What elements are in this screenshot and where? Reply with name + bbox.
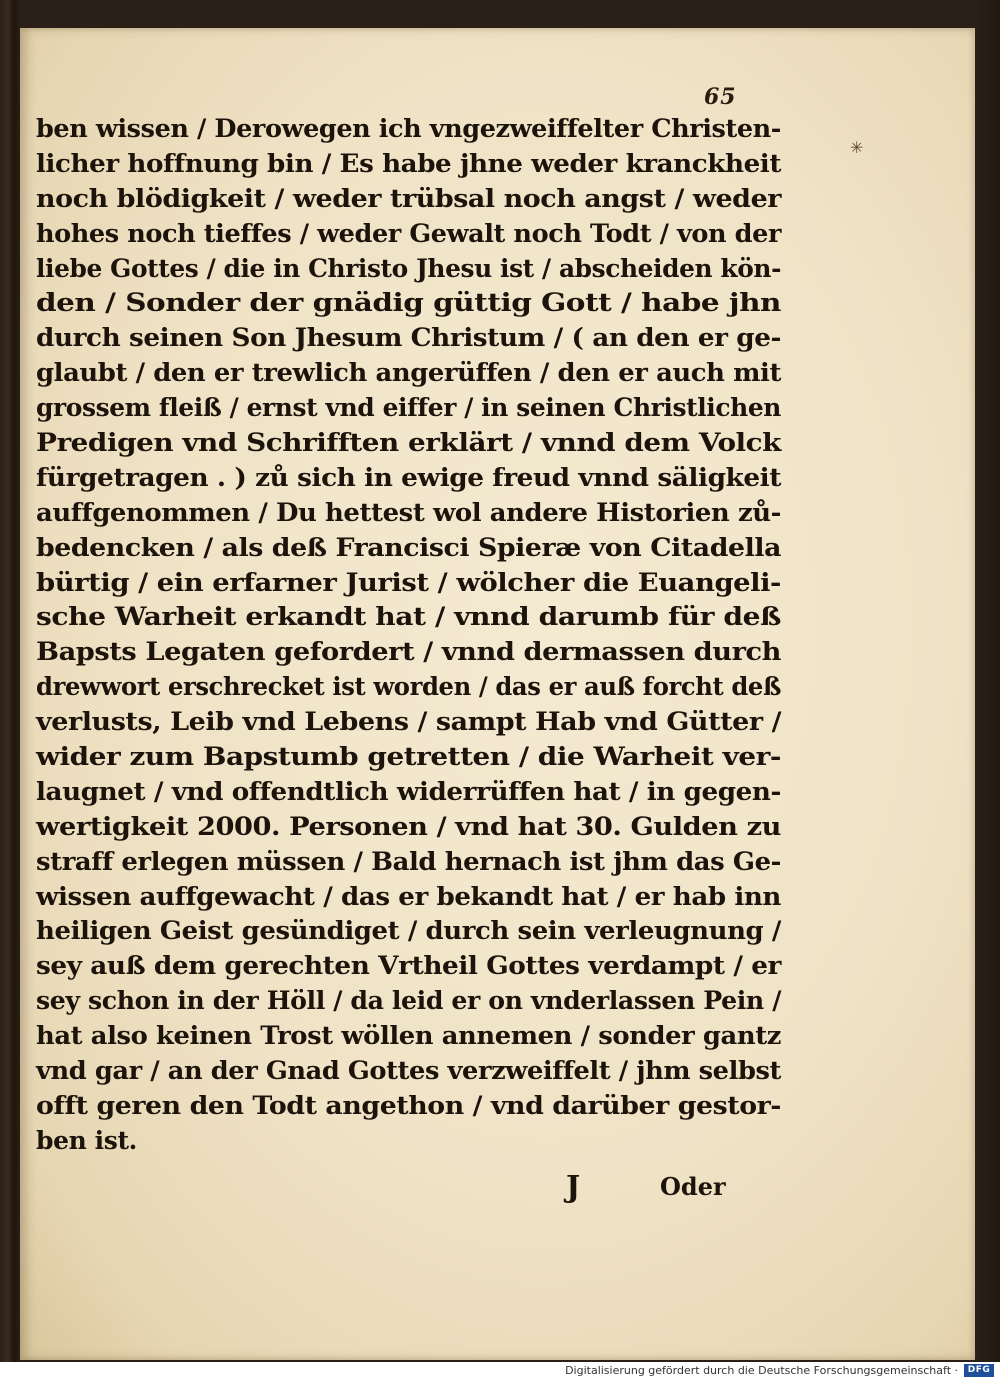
text-line: liebe Gottes / die in Christo Jhesu ist / abscheiden kön- [36, 253, 781, 283]
text-line: heiligen Geist gesündiget / durch sein verleugnung / [36, 916, 781, 946]
funding-credit: Digitalisierung gefördert durch die Deutsche Forschungsgemeinschaft · [565, 1364, 958, 1377]
text-line: grossem fleiß / ernst vnd eiffer / in seinen Christlichen [36, 393, 781, 423]
signature-mark: J [566, 1170, 581, 1205]
text-line: Predigen vnd Schrifften erklärt / vnnd dem Volck [36, 428, 781, 458]
text-line: drewwort erschrecket ist worden / das er auß forcht deß [36, 672, 781, 702]
text-line: den / Sonder der gnädig güttig Gott / habe jhn [36, 288, 781, 318]
catchword: Oder [660, 1172, 726, 1201]
text-line: straff erlegen müssen / Bald hernach ist jhm das Ge- [36, 846, 781, 876]
text-line: offt geren den Todt angethon / vnd darüber gestor- [36, 1090, 781, 1120]
text-line: fürgetragen . ) zů sich in ewige freud vnnd säligkeit [36, 462, 781, 492]
text-line: hat also keinen Trost wöllen annemen / sonder gantz [36, 1021, 781, 1051]
text-line: sche Warheit erkandt hat / vnnd darumb für deß [36, 602, 781, 632]
ornament-mark: ✳ [850, 138, 864, 157]
dfg-logo: DFG [964, 1364, 994, 1377]
body-text [36, 112, 781, 1159]
page-number: 65 [704, 84, 737, 110]
text-line: sey auß dem gerechten Vrtheil Gottes verdampt / er [36, 951, 781, 981]
text-line: sey schon in der Höll / da leid er on vnderlassen Pein / [36, 986, 781, 1016]
text-line: auffgenommen / Du hettest wol andere Historien zů- [36, 497, 781, 527]
text-line: bürtig / ein erfarner Jurist / wölcher die Euangeli- [36, 567, 781, 597]
text-line: licher hoffnung bin / Es habe jhne weder kranckheit [36, 148, 781, 178]
text-line: wertigkeit 2000. Personen / vnd hat 30. Gulden zu [36, 811, 781, 841]
text-line: durch seinen Son Jhesum Christum / ( an den er ge- [36, 323, 781, 353]
text-line: wider zum Bapstumb getretten / die Warheit ver- [36, 742, 781, 772]
text-line: laugnet / vnd offendtlich widerrüffen hat / in gegen- [36, 776, 781, 806]
text-line: ben ist. [36, 1125, 137, 1155]
text-line: bedencken / als deß Francisci Spieræ von Citadella [36, 532, 781, 562]
text-line: vnd gar / an der Gnad Gottes verzweiffelt / jhm selbst [36, 1056, 781, 1086]
text-line: noch blödigkeit / weder trübsal noch angst / weder [36, 183, 781, 213]
text-line: verlusts, Leib vnd Lebens / sampt Hab vnd Gütter / [36, 707, 781, 737]
text-line: ben wissen / Derowegen ich vngezweiffelter Christen- [36, 114, 781, 143]
text-line: hohes noch tieffes / weder Gewalt noch Todt / von der [36, 218, 781, 248]
text-line: Bapsts Legaten gefordert / vnnd dermassen durch [36, 637, 782, 667]
text-line: glaubt / den er trewlich angerüffen / den er auch mit [36, 358, 781, 388]
text-line: wissen auffgewacht / das er bekandt hat / er hab inn [36, 881, 782, 911]
